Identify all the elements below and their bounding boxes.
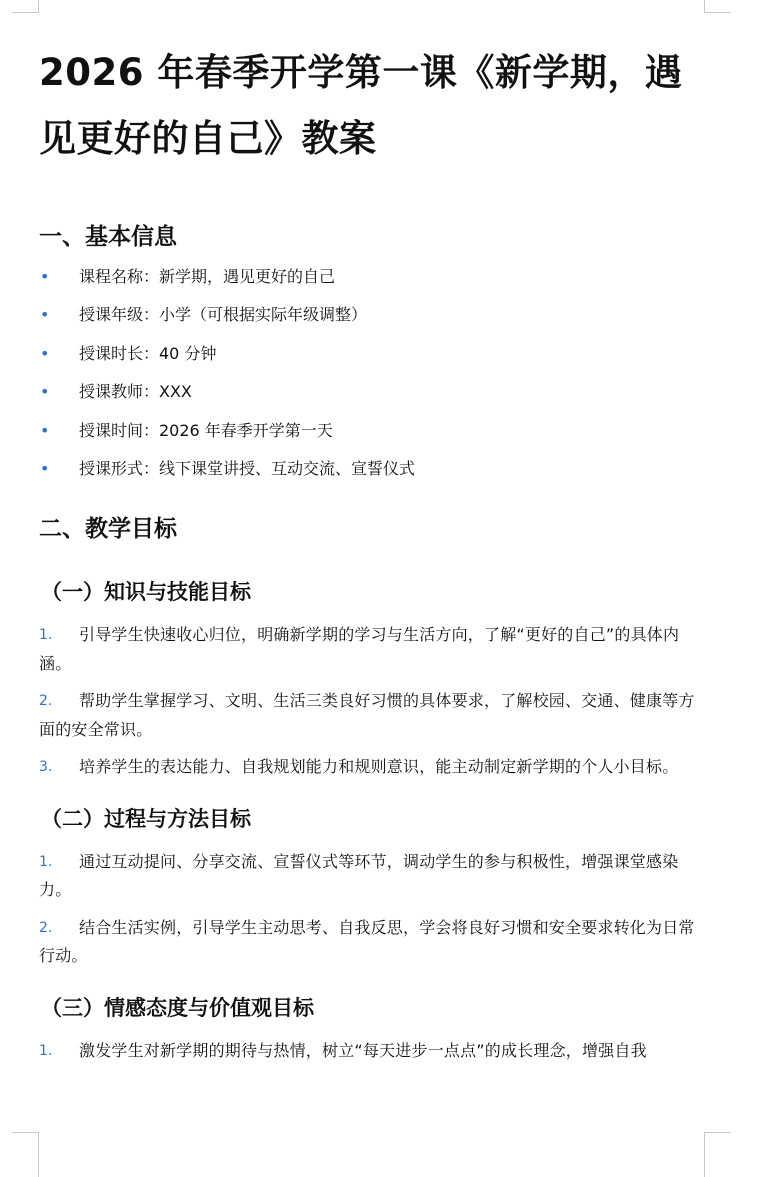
section-heading-basic-info: 一、基本信息 — [39, 224, 177, 250]
list-item: • 授课年级：小学（可根据实际年级调整） — [39, 296, 699, 334]
list-number: 3. — [39, 759, 53, 776]
list-item: • 授课时间：2026 年春季开学第一天 — [39, 412, 699, 450]
bullet-icon: • — [40, 305, 50, 325]
subsection-heading-process-methods: （二）过程与方法目标 — [41, 806, 251, 831]
list-item: 2. 结合生活实例，引导学生主动思考、自我反思，学会将良好习惯和安全要求转化为日常行动。 — [39, 914, 699, 971]
knowledge-skills-list — [39, 621, 699, 782]
bullet-icon: • — [40, 459, 50, 479]
process-methods-list — [39, 848, 699, 971]
list-item: 3. 培养学生的表达能力、自我规划能力和规则意识，能主动制定新学期的个人小目标。 — [39, 753, 699, 782]
list-item: • 授课形式：线下课堂讲授、互动交流、宣誓仪式 — [39, 450, 699, 488]
list-number: 2. — [39, 693, 53, 710]
crop-mark-bottom-right — [704, 1132, 731, 1177]
basic-info-list — [39, 258, 699, 488]
bullet-icon: • — [40, 382, 50, 402]
emotion-values-list — [39, 1037, 699, 1066]
list-item: 1. 激发学生对新学期的期待与热情，树立“每天进步一点点”的成长理念，增强自我 — [39, 1037, 699, 1066]
crop-mark-top-left — [12, 0, 39, 13]
list-number: 1. — [39, 853, 53, 870]
list-item: 1. 引导学生快速收心归位，明确新学期的学习与生活方向，了解“更好的自己”的具体内涵。 — [39, 621, 699, 678]
list-item: • 授课时长：40 分钟 — [39, 335, 699, 373]
list-item: 2. 帮助学生掌握学习、文明、生活三类良好习惯的具体要求，了解校园、交通、健康等方面的安全常识。 — [39, 687, 699, 744]
list-number: 1. — [39, 1042, 53, 1059]
subsection-heading-emotion-values: （三）情感态度与价值观目标 — [41, 995, 314, 1020]
list-number: 1. — [39, 627, 53, 644]
list-item: 1. 通过互动提问、分享交流、宣誓仪式等环节，调动学生的参与积极性，增强课堂感染力。 — [39, 848, 699, 905]
subsection-heading-knowledge-skills: （一）知识与技能目标 — [41, 580, 251, 605]
document-page — [39, 40, 699, 1074]
list-number: 2. — [39, 919, 53, 936]
bullet-icon: • — [40, 267, 50, 286]
crop-mark-bottom-left — [12, 1132, 39, 1177]
section-heading-teaching-goals: 二、教学目标 — [39, 516, 177, 543]
list-item: • 授课教师：XXX — [39, 373, 699, 411]
document-title: 2026 年春季开学第一课《新学期，遇见更好的自己》教案 — [39, 51, 683, 160]
bullet-icon: • — [40, 420, 50, 440]
crop-mark-top-right — [704, 0, 731, 13]
list-item: • 课程名称：新学期，遇见更好的自己 — [39, 258, 699, 296]
bullet-icon: • — [40, 343, 50, 363]
